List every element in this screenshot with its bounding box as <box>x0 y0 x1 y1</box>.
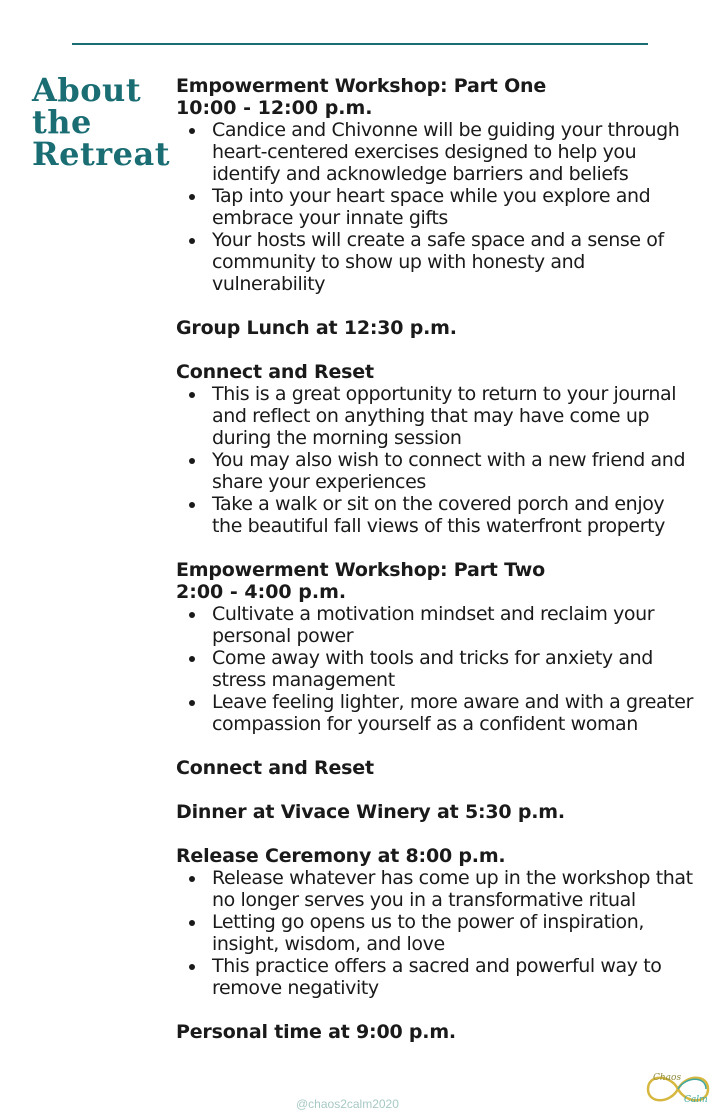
section-heading: Personal time at 9:00 p.m. <box>176 1021 456 1043</box>
social-handle: @chaos2calm2020 <box>296 1097 399 1111</box>
list-item: Tap into your heart space while you explore and embrace your innate gifts <box>176 185 696 229</box>
section-connect-reset-1 <box>176 361 696 537</box>
section-workshop-part-one <box>176 75 696 295</box>
section-heading: Group Lunch at 12:30 p.m. <box>176 317 457 339</box>
side-title-line-1: About <box>32 71 142 109</box>
side-title-line-2: the <box>32 103 92 141</box>
section-group-lunch <box>176 317 696 339</box>
bullet-list <box>176 867 696 999</box>
section-dinner <box>176 801 696 823</box>
section-time: 2:00 - 4:00 p.m. <box>176 581 347 603</box>
list-item: Come away with tools and tricks for anxiety and stress management <box>176 647 696 691</box>
section-heading: Connect and Reset <box>176 757 374 779</box>
bullet-list <box>176 383 696 537</box>
section-time: 10:00 - 12:00 p.m. <box>176 97 373 119</box>
list-item: You may also wish to connect with a new friend and share your experiences <box>176 449 696 493</box>
schedule <box>176 75 696 1065</box>
section-release-ceremony <box>176 845 696 999</box>
bullet-list <box>176 603 696 735</box>
list-item: This practice offers a sacred and powerful way to remove negativity <box>176 955 696 999</box>
side-title <box>32 71 172 173</box>
chaos-to-calm-logo <box>640 1066 716 1112</box>
section-heading: Connect and Reset <box>176 361 374 383</box>
list-item: This is a great opportunity to return to your journal and reflect on anything that may have come up during the morning session <box>176 383 696 449</box>
list-item: Take a walk or sit on the covered porch and enjoy the beautiful fall views of this waterfront property <box>176 493 696 537</box>
section-heading: Release Ceremony at 8:00 p.m. <box>176 845 506 867</box>
list-item: Candice and Chivonne will be guiding your through heart-centered exercises designed to help you identify and acknowledge barriers and beliefs <box>176 119 696 185</box>
section-personal-time <box>176 1021 696 1043</box>
section-connect-reset-2 <box>176 757 696 779</box>
list-item: Leave feeling lighter, more aware and with a greater compassion for yourself as a confident woman <box>176 691 696 735</box>
svg-text:Calm: Calm <box>684 1095 708 1105</box>
section-workshop-part-two <box>176 559 696 735</box>
section-heading: Empowerment Workshop: Part One <box>176 75 547 97</box>
section-heading: Empowerment Workshop: Part Two <box>176 559 545 581</box>
list-item: Release whatever has come up in the workshop that no longer serves you in a transformative ritual <box>176 867 696 911</box>
list-item: Cultivate a motivation mindset and reclaim your personal power <box>176 603 696 647</box>
list-item: Your hosts will create a safe space and a sense of community to show up with honesty and vulnerability <box>176 229 696 295</box>
bullet-list <box>176 119 696 295</box>
svg-text:Chaos: Chaos <box>653 1073 682 1083</box>
list-item: Letting go opens us to the power of inspiration, insight, wisdom, and love <box>176 911 696 955</box>
side-title-line-3: Retreat <box>32 135 170 173</box>
top-divider <box>72 43 648 45</box>
section-heading: Dinner at Vivace Winery at 5:30 p.m. <box>176 801 565 823</box>
